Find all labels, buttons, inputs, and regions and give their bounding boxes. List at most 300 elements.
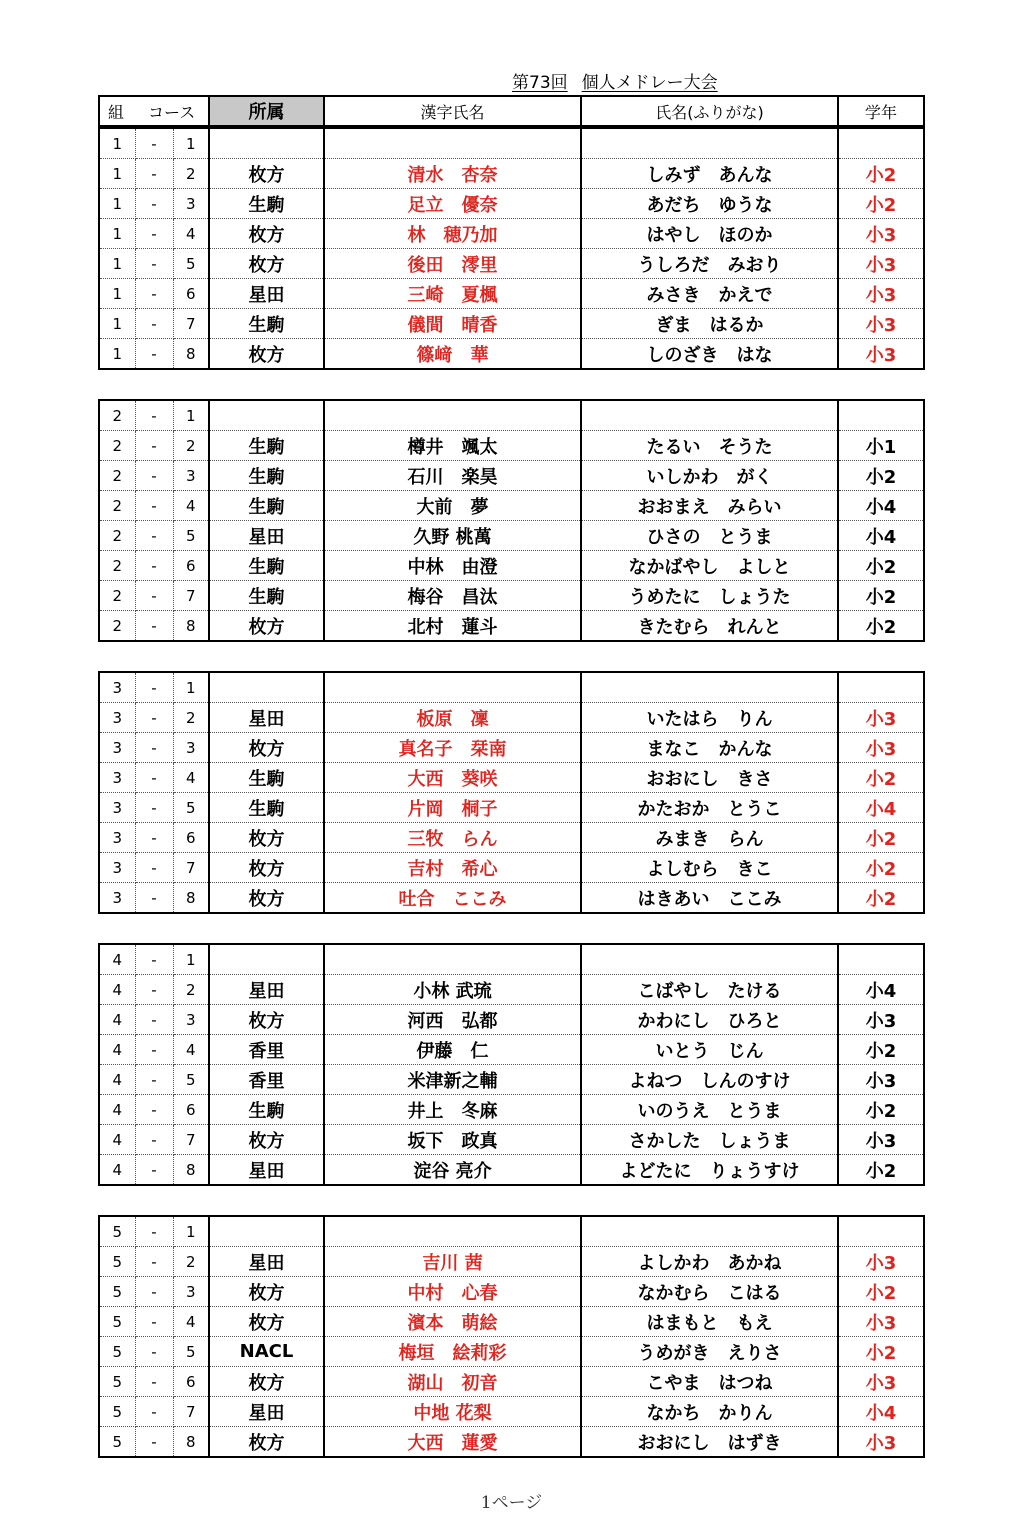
lane-number: 2: [173, 703, 209, 733]
affiliation: 星田: [209, 703, 324, 733]
table-row: [99, 1427, 924, 1458]
heat-number: 3: [99, 703, 135, 733]
heat-number: 1: [99, 249, 135, 279]
lane-number: 7: [173, 853, 209, 883]
affiliation: 星田: [209, 521, 324, 551]
table-row: [99, 279, 924, 309]
table-row: [99, 1065, 924, 1095]
grade: 小3: [838, 1065, 924, 1095]
heat-number: 2: [99, 491, 135, 521]
grade: 小2: [838, 1337, 924, 1367]
heat-number: 2: [99, 611, 135, 642]
grade: 小4: [838, 521, 924, 551]
lane-number: 7: [173, 1397, 209, 1427]
header-row: [99, 96, 924, 126]
dash: -: [135, 1095, 173, 1125]
kana-name: おおにし はずき: [581, 1427, 838, 1458]
table-row: [99, 461, 924, 491]
dash: -: [135, 1125, 173, 1155]
lane-number: 6: [173, 279, 209, 309]
grade: 小2: [838, 551, 924, 581]
table-row: [99, 219, 924, 249]
heat-number: 5: [99, 1337, 135, 1367]
lane-number: 6: [173, 551, 209, 581]
grade: 小2: [838, 853, 924, 883]
table-row: [99, 1035, 924, 1065]
kanji-name: 儀間 晴香: [324, 309, 581, 339]
header-table: [98, 95, 925, 127]
heat-number: 4: [99, 1125, 135, 1155]
heat-number: 4: [99, 975, 135, 1005]
grade: 小3: [838, 1307, 924, 1337]
kanji-name: 坂下 政真: [324, 1125, 581, 1155]
heat-number: 1: [99, 159, 135, 189]
heat-number: 4: [99, 944, 135, 975]
dash: -: [135, 521, 173, 551]
heat-number: 5: [99, 1247, 135, 1277]
heat-number: 3: [99, 733, 135, 763]
page-number: 1ページ: [480, 1493, 543, 1513]
dash: -: [135, 1397, 173, 1427]
grade: 小2: [838, 189, 924, 219]
dash: -: [135, 823, 173, 853]
kana-name: さかした しょうま: [581, 1125, 838, 1155]
lane-number: 2: [173, 975, 209, 1005]
lane-number: 6: [173, 1367, 209, 1397]
kana-name: まなこ かんな: [581, 733, 838, 763]
kana-name: [581, 672, 838, 703]
dash: -: [135, 1337, 173, 1367]
kanji-name: 大西 蓮愛: [324, 1427, 581, 1458]
header-course: コース: [148, 102, 196, 122]
kanji-name: 米津新之輔: [324, 1065, 581, 1095]
kanji-name: 久野 桃萬: [324, 521, 581, 551]
heat-number: 1: [99, 219, 135, 249]
table-row: [99, 703, 924, 733]
affiliation: 枚方: [209, 853, 324, 883]
heat-number: 1: [99, 339, 135, 370]
kanji-name: 中地 花梨: [324, 1397, 581, 1427]
lane-number: 3: [173, 1277, 209, 1307]
table-row: [99, 1247, 924, 1277]
affiliation: 枚方: [209, 733, 324, 763]
kanji-name: 石川 楽昊: [324, 461, 581, 491]
kana-name: なかばやし よしと: [581, 551, 838, 581]
kana-name: よねつ しんのすけ: [581, 1065, 838, 1095]
table-row: [99, 733, 924, 763]
heat-number: 3: [99, 823, 135, 853]
lane-number: 4: [173, 1307, 209, 1337]
table-row: [99, 763, 924, 793]
affiliation: 星田: [209, 1247, 324, 1277]
kanji-name: 中林 由澄: [324, 551, 581, 581]
kanji-name: 片岡 桐子: [324, 793, 581, 823]
heat-number: 5: [99, 1367, 135, 1397]
lane-number: 8: [173, 883, 209, 914]
dash: -: [135, 703, 173, 733]
kana-name: ひさの とうま: [581, 521, 838, 551]
heat-number: 3: [99, 672, 135, 703]
heat-table: [98, 399, 925, 642]
affiliation: 枚方: [209, 339, 324, 370]
kana-name: なかむら こはる: [581, 1277, 838, 1307]
kanji-name: 中村 心春: [324, 1277, 581, 1307]
grade: 小2: [838, 823, 924, 853]
kanji-name: 井上 冬麻: [324, 1095, 581, 1125]
dash: -: [135, 159, 173, 189]
dash: -: [135, 1427, 173, 1458]
table-row: [99, 853, 924, 883]
heat-number: 4: [99, 1095, 135, 1125]
dash: -: [135, 1005, 173, 1035]
affiliation: 生駒: [209, 763, 324, 793]
dash: -: [135, 400, 173, 431]
dash: -: [135, 1065, 173, 1095]
heat-number: 2: [99, 551, 135, 581]
kana-name: うしろだ みおり: [581, 249, 838, 279]
affiliation: [209, 672, 324, 703]
kana-name: [581, 944, 838, 975]
table-row: [99, 793, 924, 823]
lane-number: 8: [173, 611, 209, 642]
dash: -: [135, 128, 173, 159]
lane-number: 1: [173, 944, 209, 975]
heat-number: 1: [99, 128, 135, 159]
dash: -: [135, 763, 173, 793]
kana-name: うめがき えりさ: [581, 1337, 838, 1367]
heat-number: 5: [99, 1216, 135, 1247]
lane-number: 4: [173, 219, 209, 249]
affiliation: 枚方: [209, 1277, 324, 1307]
heat-number: 5: [99, 1277, 135, 1307]
kana-name: よどたに りょうすけ: [581, 1155, 838, 1186]
lane-number: 2: [173, 431, 209, 461]
dash: -: [135, 1277, 173, 1307]
dash: -: [135, 581, 173, 611]
grade: 小3: [838, 309, 924, 339]
kana-name: みさき かえで: [581, 279, 838, 309]
kana-name: かたおか とうこ: [581, 793, 838, 823]
kanji-name: 樽井 颯太: [324, 431, 581, 461]
affiliation: 枚方: [209, 219, 324, 249]
lane-number: 7: [173, 1125, 209, 1155]
table-row: [99, 672, 924, 703]
heat-number: 4: [99, 1005, 135, 1035]
affiliation: NACL: [209, 1337, 324, 1367]
kana-name: はやし ほのか: [581, 219, 838, 249]
kanji-name: 梅垣 絵莉彩: [324, 1337, 581, 1367]
kanji-name: 後田 澪里: [324, 249, 581, 279]
kanji-name: 梅谷 昌汰: [324, 581, 581, 611]
affiliation: 星田: [209, 279, 324, 309]
heat-number: 3: [99, 763, 135, 793]
grade: 小3: [838, 733, 924, 763]
heat-number: 1: [99, 279, 135, 309]
grade: 小2: [865, 1160, 897, 1182]
lane-number: 4: [173, 491, 209, 521]
table-row: [99, 611, 924, 642]
lane-number: 5: [173, 793, 209, 823]
lane-number: 7: [173, 581, 209, 611]
header-affiliation: 所属: [209, 96, 324, 126]
affiliation: 枚方: [209, 1427, 324, 1458]
header-kumi-course: [99, 96, 209, 126]
kana-name: いとう じん: [581, 1035, 838, 1065]
heat-number: 1: [99, 189, 135, 219]
kanji-name: [324, 128, 581, 159]
table-row: [99, 431, 924, 461]
dash: -: [135, 189, 173, 219]
grade: 小4: [838, 975, 924, 1005]
dash: -: [135, 1367, 173, 1397]
table-row: [99, 1337, 924, 1367]
lane-number: 8: [173, 1155, 209, 1186]
lane-number: 1: [173, 128, 209, 159]
kana-name: [581, 128, 838, 159]
grade: 小4: [838, 793, 924, 823]
affiliation: 生駒: [209, 491, 324, 521]
heat-groups: [98, 127, 923, 1458]
heat-table: [98, 943, 925, 1186]
lane-number: 8: [173, 1427, 209, 1458]
table-row: [99, 944, 924, 975]
kanji-name: 板原 凜: [324, 703, 581, 733]
affiliation: 生駒: [209, 1095, 324, 1125]
dash: -: [135, 339, 173, 370]
table-row: [99, 1125, 924, 1155]
grade: 小2: [838, 1035, 924, 1065]
dash: -: [135, 1035, 173, 1065]
kana-name: よしむら きこ: [581, 853, 838, 883]
table-row: [99, 400, 924, 431]
heat-number: 2: [99, 431, 135, 461]
kana-name: かわにし ひろと: [581, 1005, 838, 1035]
grade: 小2: [838, 1277, 924, 1307]
grade: 小3: [838, 703, 924, 733]
affiliation: 星田: [209, 1155, 324, 1186]
kana-name: [581, 1216, 838, 1247]
kana-name: ぎま はるか: [581, 309, 838, 339]
table-row: [99, 975, 924, 1005]
table-row: [99, 249, 924, 279]
grade: 小2: [838, 1095, 924, 1125]
dash: -: [135, 1216, 173, 1247]
table-row: [99, 159, 924, 189]
affiliation: 枚方: [209, 883, 324, 914]
kanji-name: 湖山 初音: [324, 1367, 581, 1397]
kanji-name: 三牧 らん: [324, 823, 581, 853]
heat-number: 3: [99, 853, 135, 883]
grade: [838, 1216, 924, 1247]
kanji-name: 伊藤 仁: [324, 1035, 581, 1065]
affiliation: 星田: [209, 1397, 324, 1427]
affiliation: 生駒: [209, 793, 324, 823]
kana-name: いしかわ がく: [581, 461, 838, 491]
grade: 小3: [865, 344, 897, 366]
header-kumi: 組: [108, 102, 125, 122]
table-row: [99, 1397, 924, 1427]
lane-number: 4: [173, 1035, 209, 1065]
affiliation: 枚方: [209, 1125, 324, 1155]
table-row: [99, 128, 924, 159]
kana-name: たるい そうた: [581, 431, 838, 461]
lane-number: 3: [173, 1005, 209, 1035]
grade: 小4: [838, 1397, 924, 1427]
kanji-name: [324, 400, 581, 431]
table-row: [99, 1095, 924, 1125]
dash: -: [135, 551, 173, 581]
kana-name: [581, 400, 838, 431]
heat-table: [98, 671, 925, 914]
affiliation: 枚方: [209, 249, 324, 279]
lane-number: 2: [173, 159, 209, 189]
table-row: [99, 1005, 924, 1035]
kana-name: はきあい ここみ: [581, 883, 838, 914]
kanji-name: 濱本 萌絵: [324, 1307, 581, 1337]
table-row: [99, 491, 924, 521]
lane-number: 6: [173, 823, 209, 853]
table-row: [99, 883, 924, 914]
dash: -: [135, 975, 173, 1005]
lane-number: 3: [173, 733, 209, 763]
grade: [838, 944, 924, 975]
kana-name: きたむら れんと: [581, 611, 838, 642]
heat-table: [98, 1215, 925, 1458]
heat-number: 2: [99, 461, 135, 491]
kana-name: しみず あんな: [581, 159, 838, 189]
affiliation: [209, 128, 324, 159]
kanji-name: 篠﨑 華: [324, 339, 581, 370]
kana-name: おおまえ みらい: [581, 491, 838, 521]
kanji-name: 吉川 茜: [324, 1247, 581, 1277]
kana-name: あだち ゆうな: [581, 189, 838, 219]
kana-name: こやま はつね: [581, 1367, 838, 1397]
affiliation: 生駒: [209, 461, 324, 491]
affiliation: 枚方: [209, 1367, 324, 1397]
kanji-name: 足立 優奈: [324, 189, 581, 219]
heat-number: 3: [99, 793, 135, 823]
table-row: [99, 1307, 924, 1337]
kana-name: うめたに しょうた: [581, 581, 838, 611]
dash: -: [135, 793, 173, 823]
grade: 小3: [838, 219, 924, 249]
kanji-name: 北村 蓮斗: [324, 611, 581, 642]
dash: -: [135, 1307, 173, 1337]
kana-name: おおにし きさ: [581, 763, 838, 793]
affiliation: 生駒: [209, 309, 324, 339]
heat-table: [98, 127, 925, 370]
lane-number: 5: [173, 1337, 209, 1367]
kana-name: こばやし たける: [581, 975, 838, 1005]
heat-number: 4: [99, 1155, 135, 1186]
grade: 小4: [838, 491, 924, 521]
kana-name: しのざき はな: [581, 339, 838, 370]
lane-number: 2: [173, 1247, 209, 1277]
kana-name: なかち かりん: [581, 1397, 838, 1427]
heat-number: 4: [99, 1065, 135, 1095]
kana-name: いたはら りん: [581, 703, 838, 733]
table-row: [99, 581, 924, 611]
kanji-name: 三崎 夏楓: [324, 279, 581, 309]
lane-number: 4: [173, 763, 209, 793]
affiliation: 生駒: [209, 189, 324, 219]
heat-number: 2: [99, 581, 135, 611]
kanji-name: 小林 武琉: [324, 975, 581, 1005]
lane-number: 1: [173, 400, 209, 431]
kana-name: よしかわ あかね: [581, 1247, 838, 1277]
kanji-name: 淀谷 亮介: [324, 1155, 581, 1186]
kanji-name: 河西 弘都: [324, 1005, 581, 1035]
dash: -: [135, 1247, 173, 1277]
heat-number: 1: [99, 309, 135, 339]
grade: [838, 400, 924, 431]
grade: 小3: [838, 279, 924, 309]
kana-name: いのうえ とうま: [581, 1095, 838, 1125]
lane-number: 3: [173, 461, 209, 491]
grade: 小3: [838, 1367, 924, 1397]
kanji-name: 真名子 栞南: [324, 733, 581, 763]
heat-number: 5: [99, 1307, 135, 1337]
grade: 小2: [838, 461, 924, 491]
grade: 小3: [838, 249, 924, 279]
table-row: [99, 823, 924, 853]
dash: -: [135, 249, 173, 279]
kanji-name: [324, 944, 581, 975]
grade: 小2: [838, 763, 924, 793]
grade: 小1: [838, 431, 924, 461]
table-row: [99, 1216, 924, 1247]
lane-number: 7: [173, 309, 209, 339]
affiliation: [209, 944, 324, 975]
grade: 小3: [865, 1432, 897, 1454]
table-row: [99, 1367, 924, 1397]
affiliation: 生駒: [209, 551, 324, 581]
affiliation: 生駒: [209, 431, 324, 461]
affiliation: 枚方: [209, 159, 324, 189]
heat-number: 3: [99, 883, 135, 914]
kanji-name: 清水 杏奈: [324, 159, 581, 189]
kanji-name: 大西 葵咲: [324, 763, 581, 793]
grade: 小2: [865, 888, 897, 910]
table-row: [99, 551, 924, 581]
grade: 小3: [838, 1005, 924, 1035]
grade: 小3: [838, 1247, 924, 1277]
kanji-name: [324, 672, 581, 703]
dash: -: [135, 431, 173, 461]
lane-number: 6: [173, 1095, 209, 1125]
kanji-name: 林 穂乃加: [324, 219, 581, 249]
table-row: [99, 1155, 924, 1186]
kana-name: はまもと もえ: [581, 1307, 838, 1337]
affiliation: [209, 400, 324, 431]
lane-number: 5: [173, 1065, 209, 1095]
dash: -: [135, 309, 173, 339]
lane-number: 8: [173, 339, 209, 370]
affiliation: 枚方: [209, 823, 324, 853]
affiliation: 星田: [209, 975, 324, 1005]
affiliation: 枚方: [209, 1307, 324, 1337]
dash: -: [135, 1155, 173, 1186]
affiliation: 香里: [209, 1065, 324, 1095]
dash: -: [135, 491, 173, 521]
dash: -: [135, 611, 173, 642]
affiliation: 香里: [209, 1035, 324, 1065]
entry-sheet: [98, 95, 923, 1458]
kanji-name: [324, 1216, 581, 1247]
kanji-name: 大前 夢: [324, 491, 581, 521]
heat-number: 2: [99, 400, 135, 431]
grade: 小2: [838, 159, 924, 189]
